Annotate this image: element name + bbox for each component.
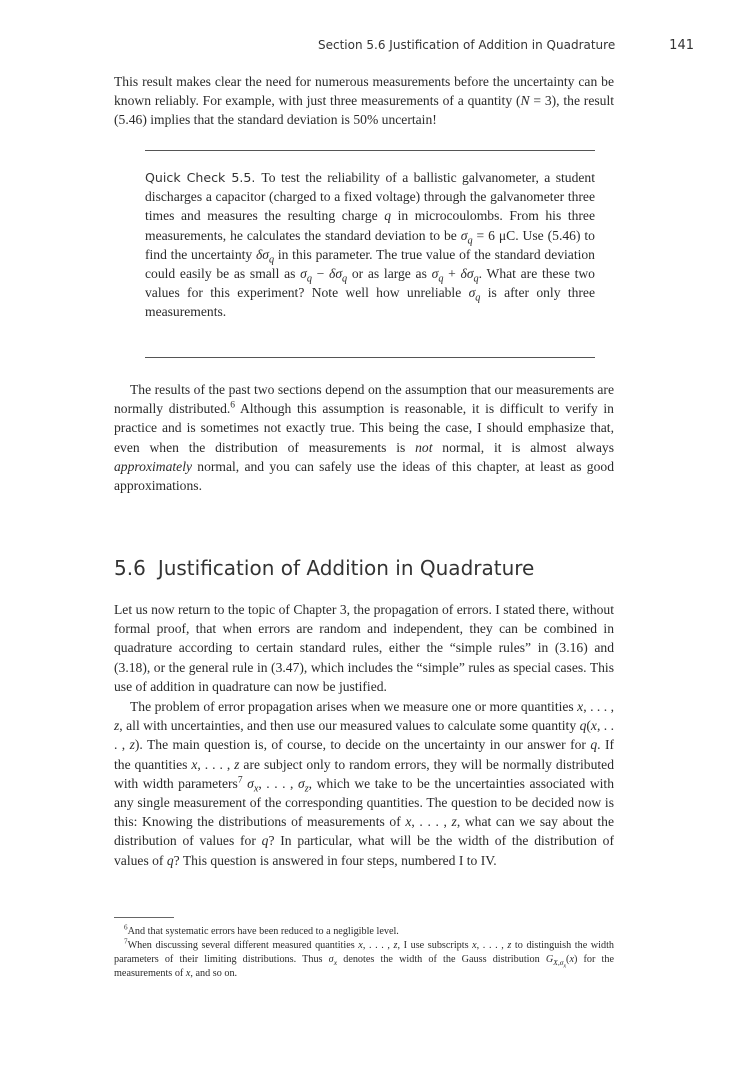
footnote-text: , . . . , (476, 940, 508, 951)
qc-sub: q (438, 273, 444, 285)
qc-sub: q (342, 273, 348, 285)
problem-var: z (129, 737, 135, 753)
qc-sym: σ (300, 266, 307, 282)
qc-sym: σ (431, 266, 439, 282)
footnote-6 (114, 925, 614, 939)
footnote-mark: 7 (124, 937, 128, 946)
footnote-sub: X,σ (553, 958, 564, 968)
problem-var: x (405, 814, 412, 830)
footnote-var: z (393, 940, 398, 951)
qc-sub: q (467, 235, 473, 247)
problem-text: , . . . , (411, 814, 452, 830)
qc-sub: q (306, 273, 312, 285)
problem-var: z (234, 756, 240, 772)
problem-text: , . . . , (114, 718, 614, 753)
qc-text: or as large as (347, 266, 432, 282)
problem-text: , which we take to be the uncertainties associated with any single measurement of the corresponding quantities. The question to be decided now is this: Knowing the distributions of measurements of (114, 775, 614, 830)
problem-var: x (577, 699, 584, 714)
footnote-rule (114, 917, 174, 918)
qc-text: . What are these two values for this experiment? Note well how unreliable (145, 266, 595, 301)
qc-text: = 6 μC. Use (5.46) to find the uncertainty (145, 227, 595, 262)
footnote-var: x (358, 940, 363, 951)
footnote-subsub: x (563, 963, 567, 970)
footnote-sym: σ (328, 954, 334, 965)
problem-var: x (590, 718, 597, 734)
qc-sub: q (473, 273, 479, 285)
qc-sym: δσ (255, 246, 269, 262)
quick-check-box (145, 168, 595, 322)
problem-var: q (261, 833, 269, 849)
problem-text: ( (586, 718, 591, 734)
qc-text: + (443, 266, 461, 282)
intro-var-n: N (520, 93, 530, 109)
page-number: 141 (669, 38, 694, 53)
footnote-var: x (472, 940, 477, 951)
quick-check-top-rule (145, 150, 595, 151)
problem-var: q (166, 852, 174, 868)
qc-text: in microcoulombs. From his three measurements, he calculates the standard deviation to be (145, 208, 595, 243)
footnote-var: x (569, 954, 574, 965)
quick-check-bottom-rule (145, 357, 595, 358)
problem-var: z (451, 814, 457, 830)
footnote-7 (114, 939, 614, 981)
intro-text: This result makes clear the need for numerous measurements before the uncertainty can be known reliably. For example, with just three measurements of a quantity ( (114, 74, 614, 109)
footnote-text: And that systematic errors have been reduced to a negligible level. (127, 926, 399, 937)
qc-sub: q (475, 292, 481, 304)
footnote-sym: G (545, 954, 554, 965)
quick-check-label: Quick Check 5.5. (145, 170, 256, 185)
intro-paragraph (114, 72, 614, 130)
return-text: Let us now return to the topic of Chapter 3, the propagation of errors. I stated there, without formal proof, that when errors are random and independent, they can be combined in quadrature according to certain standard rules, either the “simple rules” in (3.16) and (3.18), or the general rule in (3.47), which includes the “simple” rules as special cases. This use of addition in quadrature can now be justified. (114, 602, 614, 694)
results-text: normal, it is almost always (432, 439, 614, 455)
footnote-ref-6: 6 (230, 400, 236, 411)
section-heading (114, 556, 634, 580)
footnote-text: , and so on. (190, 968, 238, 979)
problem-text: , what can we say about the distribution of values for (114, 814, 615, 849)
qc-sym: σ (460, 227, 468, 243)
qc-sub: q (268, 254, 275, 266)
problem-text: . If the quantities (114, 737, 615, 772)
problem-text: , . . . , (197, 756, 235, 772)
results-paragraph (114, 380, 614, 495)
problem-sym: σ (247, 775, 254, 791)
footnote-var: x (185, 968, 191, 979)
return-paragraph (114, 600, 614, 696)
qc-sym: δσ (329, 266, 343, 282)
problem-text: ). The main question is, of course, to decide on the uncertainty in our answer for (134, 737, 591, 753)
section-number: 5.6 (114, 556, 146, 580)
footnote-mark: 6 (124, 923, 128, 932)
footnote-ref-7: 7 (237, 775, 243, 786)
problem-text: , all with uncertainties, and then use our measured values to calculate some quantity (119, 718, 580, 734)
problem-var: x (191, 756, 198, 772)
footnote-text: When discussing several different measured quantities (127, 940, 359, 951)
problem-text: are subject only to random errors, they will be normally distributed with width parameters (114, 756, 615, 791)
footnote-text: denotes the width of the Gauss distribution (337, 954, 546, 965)
qc-text: To test the reliability of a ballistic galvanometer, a student discharges a capacitor (charged to a fixed voltage) through the galvanometer three times and measures the resulting charge (145, 170, 595, 224)
footnote-text: , I use subscripts (397, 940, 473, 951)
footnote-var: z (507, 940, 512, 951)
footnotes (114, 925, 614, 981)
problem-text: , . . . , (258, 775, 298, 791)
problem-text: , . . . , (583, 699, 614, 714)
problem-paragraph (114, 697, 614, 870)
section-title: Justification of Addition in Quadrature (157, 556, 535, 580)
qc-var: q (384, 208, 392, 224)
results-text: normal, and you can safely use the ideas of this chapter, at least as good approximations. (114, 458, 614, 494)
qc-text: in this parameter. The true value of the standard deviation could easily be as small as (145, 246, 595, 282)
intro-text-end: = 3), the result (5.46) implies that the standard deviation is 50% uncertain! (114, 93, 614, 128)
qc-sym: δσ (460, 266, 474, 282)
footnote-sub: x (333, 958, 338, 968)
running-head-title: Section 5.6 Justification of Addition in Quadrature (318, 38, 616, 52)
problem-sym: σ (297, 775, 305, 791)
footnote-text: ) for the measurements of (114, 954, 614, 979)
problem-var: q (590, 737, 598, 753)
qc-text: − (311, 266, 330, 282)
results-text: The results of the past two sections depend on the assumption that our measurements are normally distributed. (114, 382, 614, 417)
footnote-text: to distinguish the width parameters of their limiting distributions. Thus (114, 940, 615, 965)
problem-sub: z (304, 783, 309, 795)
problem-text: ? In particular, what will be the width of the distribution of values of (114, 833, 614, 868)
results-emph: approximately (114, 458, 193, 474)
footnote-text: ( (566, 954, 570, 965)
problem-sub: x (253, 783, 259, 795)
results-emph: not (415, 439, 433, 455)
qc-sym: σ (468, 285, 476, 301)
problem-text: ? This question is answered in four steps, numbered I to IV. (173, 852, 497, 868)
problem-var: z (114, 718, 120, 734)
results-text: Although this assumption is reasonable, it is difficult to verify in practice and is sometimes not exactly true. This being the case, I should emphasize that, even when the distribution of measurements is (114, 401, 614, 455)
footnote-text: , . . . , (362, 940, 394, 951)
problem-text: The problem of error propagation arises when we measure one or more quantities (130, 699, 578, 714)
problem-var: q (579, 718, 587, 734)
qc-text: is after only three measurements. (145, 285, 595, 320)
